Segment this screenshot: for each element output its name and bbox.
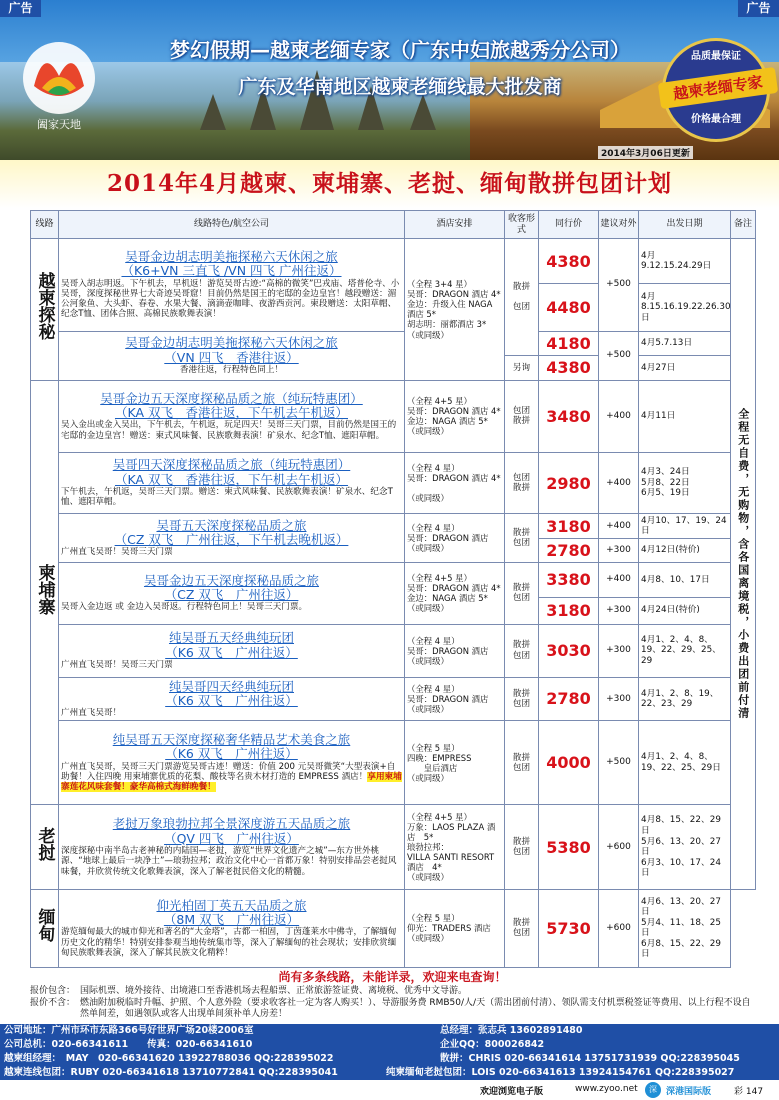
hotel-kh-4: （全程 4+5 星） 吴哥：DRAGON 酒店 4* 金边：NAGA 酒店 5* （或同级） <box>405 562 505 624</box>
hotel-kh-5: （全程 4 星） 吴哥：DRAGON 酒店 （或同级） <box>405 624 505 677</box>
route-kh-1: 吴哥金边五天深度探秘品质之旅（纯玩特惠团） （KA 双飞 香港往返，下午机去午机返） 吴入金出或金入吴出，下午机去，午机返，玩足四天！吴哥三天门票，目前仍然是国王的宅邸的金边皇宫！赠送：柬式风味餐、民族歌舞表演！矿泉水、纪念T恤、遮阳草帽。 <box>59 380 405 452</box>
price-kh-7: 4000 <box>539 721 599 805</box>
price-kh-3: 3180 <box>539 514 599 539</box>
ad-label-right: 广告 <box>738 0 779 17</box>
company-logo <box>14 36 104 136</box>
price-vn-1a: 4380 <box>539 239 599 284</box>
form-vn: 散拼 包团 <box>505 239 539 356</box>
col-form: 收客形式 <box>505 211 539 239</box>
dates-kh-2: 4月3、24日 5月8、22日 6月5、19日 <box>639 452 731 514</box>
footer-welcome: 欢迎浏览电子版 <box>480 1087 544 1097</box>
route-kh-6: 纯吴哥四天经典纯玩团 （K6 双飞 广州往返） 广州直飞吴哥！ <box>59 677 405 720</box>
hotel-kh-6: （全程 4 星） 吴哥：DRAGON 酒店 （或同级） <box>405 677 505 720</box>
dates-kh-3: 4月10、17、19、24日 <box>639 514 731 539</box>
route-kh-7: 纯吴哥五天深度探秘奢华精品艺术美食之旅 （K6 双飞 广州往返） 广州直飞吴哥，吴哥三天门票游览吴哥古迹！赠送：价值 200 元吴哥微笑“大型表演+自助餐！入住四晚 用柬埔寨优质的花梨、酸枝等名贵木材打造的 EMPRESS 酒店！享用柬埔寨莲花风味套餐！豪华高棉式海鲜晚餐！ <box>59 721 405 805</box>
dates-kh-6: 4月1、2、8、19、22、23、29 <box>639 677 731 720</box>
dates-vn-2a: 4月5.7.13日 <box>639 331 731 356</box>
route-vn-2: 吴哥金边胡志明美拖探秘六天休闲之旅 （VN 四飞 香港往返） 香港往返，行程特色同上！ <box>59 331 405 380</box>
form-kh-6: 散拼 包团 <box>505 677 539 720</box>
brand-icon: 深 <box>645 1082 661 1098</box>
more-routes-notice: 尚有多条线路，未能详录，欢迎来电查询！ <box>278 970 507 984</box>
badge-top: 品质最保证 <box>691 51 741 62</box>
contact-panel <box>0 1024 779 1080</box>
table-row <box>31 624 756 677</box>
form-kh-1: 包团 散拼 <box>505 380 539 452</box>
route-kh-5: 纯吴哥五天经典纯玩团 （K6 双飞 广州往返） 广州直飞吴哥！吴哥三天门票 <box>59 624 405 677</box>
price-vn-2a: 4180 <box>539 331 599 356</box>
incl-label: 报价包含： <box>30 986 76 996</box>
form-kh-2: 包团 散拼 <box>505 452 539 514</box>
visa-kh-4b: +300 <box>599 597 639 624</box>
hotel-kh-2: （全程 4 星） 吴哥：DRAGON 酒店 4* （或同级） <box>405 452 505 514</box>
price-kh-3b: 2780 <box>539 539 599 563</box>
route-kh-2: 吴哥四天深度探秘品质之旅（纯玩特惠团） （KA 双飞 香港往返，下午机去午机返） 下午机去，午机返，吴哥三天门票。赠送：柬式风味餐、民族歌舞表演！矿泉水、纪念T恤、遮阳草帽。 <box>59 452 405 514</box>
col-region: 线路 <box>31 211 59 239</box>
route-la: 老挝万象琅勃拉邦全景深度游五天品质之旅 （QV 四飞 广州往返） 深度探秘中南半岛古老神秘的内陆国—老挝，游览“世界文化遗产之城”—东方世外桃源、“地球上最后一块净土”—琅勃拉邦；政治文化中心一首都万象！特别安排品尝老挝风味餐，并欣赏传统文化歌舞表演，深入了解老挝民俗文化的精髓。 <box>59 805 405 889</box>
visa-kh-6: +300 <box>599 677 639 720</box>
contact-lois: 纯柬缅甸老挝包团：LOIS 020-66341613 13924154761 QQ:228395027 <box>386 1067 735 1078</box>
footer-brand: 深港国际版 <box>666 1087 712 1097</box>
table-row <box>31 452 756 514</box>
region-kh: 柬埔寨 <box>31 380 59 805</box>
form-la: 散拼 包团 <box>505 805 539 889</box>
table-row <box>31 721 756 805</box>
header-subtitle: 广东及华南地区越柬老缅线最大批发商 <box>238 76 562 98</box>
form-kh-4: 散拼 包团 <box>505 562 539 624</box>
route-mm: 仰光柏固丁英五天品质之旅 （8M 双飞 广州往返） 游览缅甸最大的城市仰光和著名的“大金塔”，古都一柏固，丁茵蓬莱水中佛寺，了解缅甸历史文化的精华！特别安排参观当地传统集市等，深入了解缅甸的社会现状；安排欣赏缅甸民族歌舞表演，深入了解其民族文化精粹！ <box>59 889 405 967</box>
incl-text: 国际机票、境外接待、出境港口至香港机场去程船票、正常旅游签证费、离境税、优秀中文导游。 <box>80 986 468 996</box>
dates-kh-4: 4月8、10、17日 <box>639 562 731 597</box>
hotel-kh-3: （全程 4 星） 吴哥：DRAGON 酒店 （或同级） <box>405 514 505 562</box>
table-header <box>31 211 756 239</box>
col-price: 同行价 <box>539 211 599 239</box>
remark-note: 全程无自费，无购物，含各国离境税，小费出团前付清 <box>731 239 756 890</box>
footer-url[interactable]: www.zyoo.net <box>575 1084 638 1094</box>
excl-label: 报价不含： <box>30 997 76 1008</box>
expert-badge <box>662 38 770 142</box>
visa-vn-1: +500 <box>599 239 639 332</box>
hotel-la: （全程 4+5 星） 万象：LAOS PLAZA 酒店 5* 琅勃拉邦： VILLA SANTI RESORT 酒店 4* （或同级） <box>405 805 505 889</box>
visa-kh-4: +400 <box>599 562 639 597</box>
company-qq: 企业QQ：800026842 <box>440 1039 545 1050</box>
badge-main: 越柬老缅专家 <box>658 67 778 109</box>
contact-ruby: 越柬连线包团：RUBY 020-66341618 13710772841 QQ:228395041 <box>4 1067 338 1078</box>
hotel-vn: （全程 3+4 星） 吴哥：DRAGON 酒店 4* 金边：升级入住 NAGA 酒店 5* 胡志明：丽都酒店 3* （或同级） <box>405 239 505 381</box>
dates-vn-2b: 4月27日 <box>639 356 731 381</box>
price-kh-4b: 3180 <box>539 597 599 624</box>
visa-kh-5: +300 <box>599 624 639 677</box>
general-manager: 总经理：张志兵 13602891480 <box>440 1025 583 1036</box>
excl-text: 燃油附加税临时升幅、护照、个人意外险（要求收客社一定为客人购买！）、导游服务费 RMB50/人/天（需出团前付清）、领队需支付机票税签证等费用、以上行程不设自然单间差，如遇领队或客人出现单间须补单人房差！ <box>80 997 751 1020</box>
plan-title: 2014年4月越柬、柬埔寨、老挝、缅甸散拼包团计划 <box>0 160 779 208</box>
table-row <box>31 331 756 356</box>
page-number: 彩 147 <box>734 1087 764 1097</box>
visa-la: +600 <box>599 805 639 889</box>
visa-vn-2: +500 <box>599 331 639 380</box>
form-kh-5: 散拼 包团 <box>505 624 539 677</box>
region-vn: 越柬探秘 <box>31 239 59 381</box>
visa-kh-2: +400 <box>599 452 639 514</box>
tour-table <box>30 210 756 968</box>
table-row <box>31 514 756 539</box>
price-mm: 5730 <box>539 889 599 967</box>
dates-kh-1: 4月11日 <box>639 380 731 452</box>
dates-kh-3b: 4月12日(特价) <box>639 539 731 563</box>
hotel-kh-1: （全程 4+5 星） 吴哥：DRAGON 酒店 4* 金边：NAGA 酒店 5* （或同级） <box>405 380 505 452</box>
form-vn-2: 另询 <box>505 356 539 381</box>
price-inclusions <box>30 986 755 1021</box>
dates-kh-5: 4月1、2、4、8、19、22、29、25、29 <box>639 624 731 677</box>
price-kh-2: 2980 <box>539 452 599 514</box>
page-footer <box>0 1080 779 1100</box>
region-la: 老挝 <box>31 805 59 889</box>
table-row <box>31 380 756 452</box>
contact-may: 越柬组经理： MAY 020-66341620 13922788036 QQ:228395022 <box>4 1053 334 1064</box>
dates-vn-1a: 4月 9.12.15.24.29日 <box>639 239 731 284</box>
update-date: 2014年3月06日更新 <box>598 146 693 159</box>
price-vn-1b: 4480 <box>539 284 599 331</box>
main-phone: 公司总机：020-66341611 传真：020-66341610 <box>4 1039 253 1050</box>
company-address: 公司地址：广州市环市东路366号好世界广场20楼2006室 <box>4 1025 254 1036</box>
price-kh-6: 2780 <box>539 677 599 720</box>
dates-kh-4b: 4月24日(特价) <box>639 597 731 624</box>
visa-kh-3: +400 <box>599 514 639 539</box>
header-banner <box>0 0 779 160</box>
dates-la: 4月8、15、22、29日 5月6、13、20、27日 6月3、10、17、24日 <box>639 805 731 889</box>
visa-kh-7: +500 <box>599 721 639 805</box>
table-row <box>31 805 756 889</box>
price-kh-4: 3380 <box>539 562 599 597</box>
price-kh-5: 3030 <box>539 624 599 677</box>
table-row <box>31 677 756 720</box>
visa-mm: +600 <box>599 889 639 967</box>
hotel-mm: （全程 5 星） 仰光：TRADERS 酒店 （或同级） <box>405 889 505 967</box>
form-mm: 散拼 包团 <box>505 889 539 967</box>
dates-vn-1b: 4月 8.15.16.19.22.26.30日 <box>639 284 731 331</box>
col-hotel: 酒店安排 <box>405 211 505 239</box>
route-kh-4: 吴哥金边五天深度探秘品质之旅 （CZ 双飞 广州往返） 吴哥入金边返 或 金边入吴哥返。行程特色同上！吴哥三天门票。 <box>59 562 405 624</box>
table-row <box>31 889 756 967</box>
visa-kh-1: +400 <box>599 380 639 452</box>
table-row <box>31 239 756 284</box>
badge-bottom: 价格最合理 <box>691 114 741 125</box>
logo-text: 阖家天地 <box>37 118 81 131</box>
route-vn-1: 吴哥金边胡志明美拖探秘六天休闲之旅 （K6+VN 三直飞 /VN 四飞 广州往返） 吴哥入胡志明返。下午机去，早机返！游览吴哥古迹:“高棉的微笑”巴戎庙、塔普伦寺、小吴哥，深度探秘世界七大奇迹吴哥窟！目前仍然是国王的宅邸的金边皇宫！越段赠送：湄公河象鱼、大头虾、春卷、水果大餐、滴滴壶咖啡、夜游西贡河。柬段赠送：太阳草帽、纪念T恤、团体合照、高棉民族歌舞表演！ <box>59 239 405 332</box>
col-features: 线路特色/航空公司 <box>59 211 405 239</box>
price-kh-1: 3480 <box>539 380 599 452</box>
ad-label-left: 广告 <box>0 0 41 17</box>
col-note: 备注 <box>731 211 756 239</box>
visa-kh-3b: +300 <box>599 539 639 563</box>
region-mm: 缅甸 <box>31 889 59 967</box>
contact-chris: 散拼：CHRIS 020-66341614 13751731939 QQ:228395045 <box>440 1053 740 1064</box>
hotel-kh-7: （全程 5 星） 四晚：EMPRESS 皇后酒店 （或同级） <box>405 721 505 805</box>
dates-mm: 4月6、13、20、27日 5月4、11、18、25日 6月8、15、22、29日 <box>639 889 731 967</box>
highlight-text: 享用柬埔寨莲花风味套餐！豪华高棉式海鲜晚餐！ <box>61 772 402 793</box>
col-dates: 出发日期 <box>639 211 731 239</box>
col-visa: 建议对外 <box>599 211 639 239</box>
price-la: 5380 <box>539 805 599 889</box>
route-kh-3: 吴哥五天深度探秘品质之旅 （CZ 双飞 广州往返，下午机去晚机返） 广州直飞吴哥！吴哥三天门票 <box>59 514 405 562</box>
form-kh-3: 散拼 包团 <box>505 514 539 562</box>
dates-kh-7: 4月1、2、4、8、19、22、25、29日 <box>639 721 731 805</box>
price-vn-2b: 4380 <box>539 356 599 381</box>
form-kh-7: 散拼 包团 <box>505 721 539 805</box>
header-title: 梦幻假期—越柬老缅专家（广东中妇旅越秀分公司） <box>170 38 630 62</box>
table-row <box>31 562 756 597</box>
